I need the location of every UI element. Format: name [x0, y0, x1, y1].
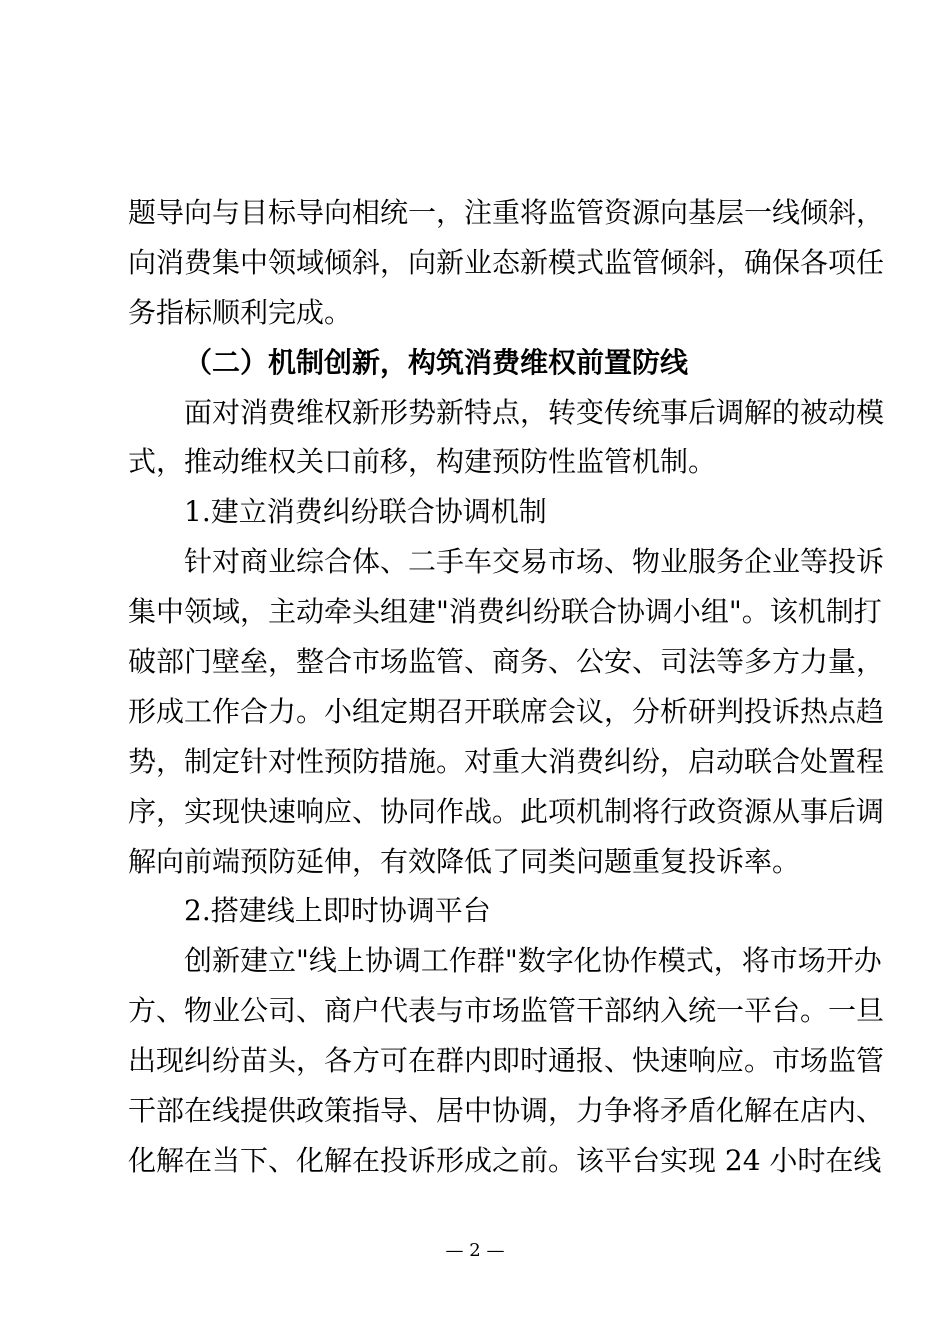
document-body — [128, 188, 885, 1186]
text-line: 化解在当下、化解在投诉形成之前。该平台实现 24 小时在线 — [128, 1143, 882, 1177]
text-line: 势，制定针对性预防措施。对重大消费纠纷，启动联合处置程 — [128, 744, 885, 778]
text-line: 针对商业综合体、二手车交易市场、物业服务企业等投诉 — [184, 545, 885, 579]
text-line: 式，推动维权关口前移，构建预防性监管机制。 — [128, 445, 717, 479]
text-line: 破部门壁垒，整合市场监管、商务、公安、司法等多方力量， — [128, 645, 885, 679]
text-line: 序，实现快速响应、协同作战。此项机制将行政资源从事后调 — [128, 794, 885, 828]
text-line: 方、物业公司、商户代表与市场监管干部纳入统一平台。一旦 — [128, 994, 885, 1028]
text-line: 1.建立消费纠纷联合协调机制 — [184, 495, 547, 529]
text-line: 创新建立"线上协调工作群"数字化协作模式，将市场开办 — [184, 944, 882, 978]
text-line: 干部在线提供政策指导、居中协调，力争将矛盾化解在店内、 — [128, 1094, 885, 1128]
text-line: 集中领域，主动牵头组建"消费纠纷联合协调小组"。该机制打 — [128, 595, 882, 629]
text-line: 向消费集中领域倾斜，向新业态新模式监管倾斜，确保各项任 — [128, 245, 885, 279]
text-line: 解向前端预防延伸，有效降低了同类问题重复投诉率。 — [128, 844, 801, 878]
text-line: 面对消费维权新形势新特点，转变传统事后调解的被动模 — [184, 395, 885, 429]
section-heading: （二）机制创新，构筑消费维权前置防线 — [184, 345, 689, 379]
text-line: 务指标顺利完成。 — [128, 295, 353, 329]
text-line: 形成工作合力。小组定期召开联席会议，分析研判投诉热点趋 — [128, 694, 885, 728]
text-line: 题导向与目标导向相统一，注重将监管资源向基层一线倾斜， — [128, 196, 885, 229]
text-line: 2.搭建线上即时协调平台 — [184, 894, 491, 928]
text-line: 出现纠纷苗头，各方可在群内即时通报、快速响应。市场监管 — [128, 1044, 885, 1078]
page-number: — 2 — — [445, 1240, 505, 1261]
